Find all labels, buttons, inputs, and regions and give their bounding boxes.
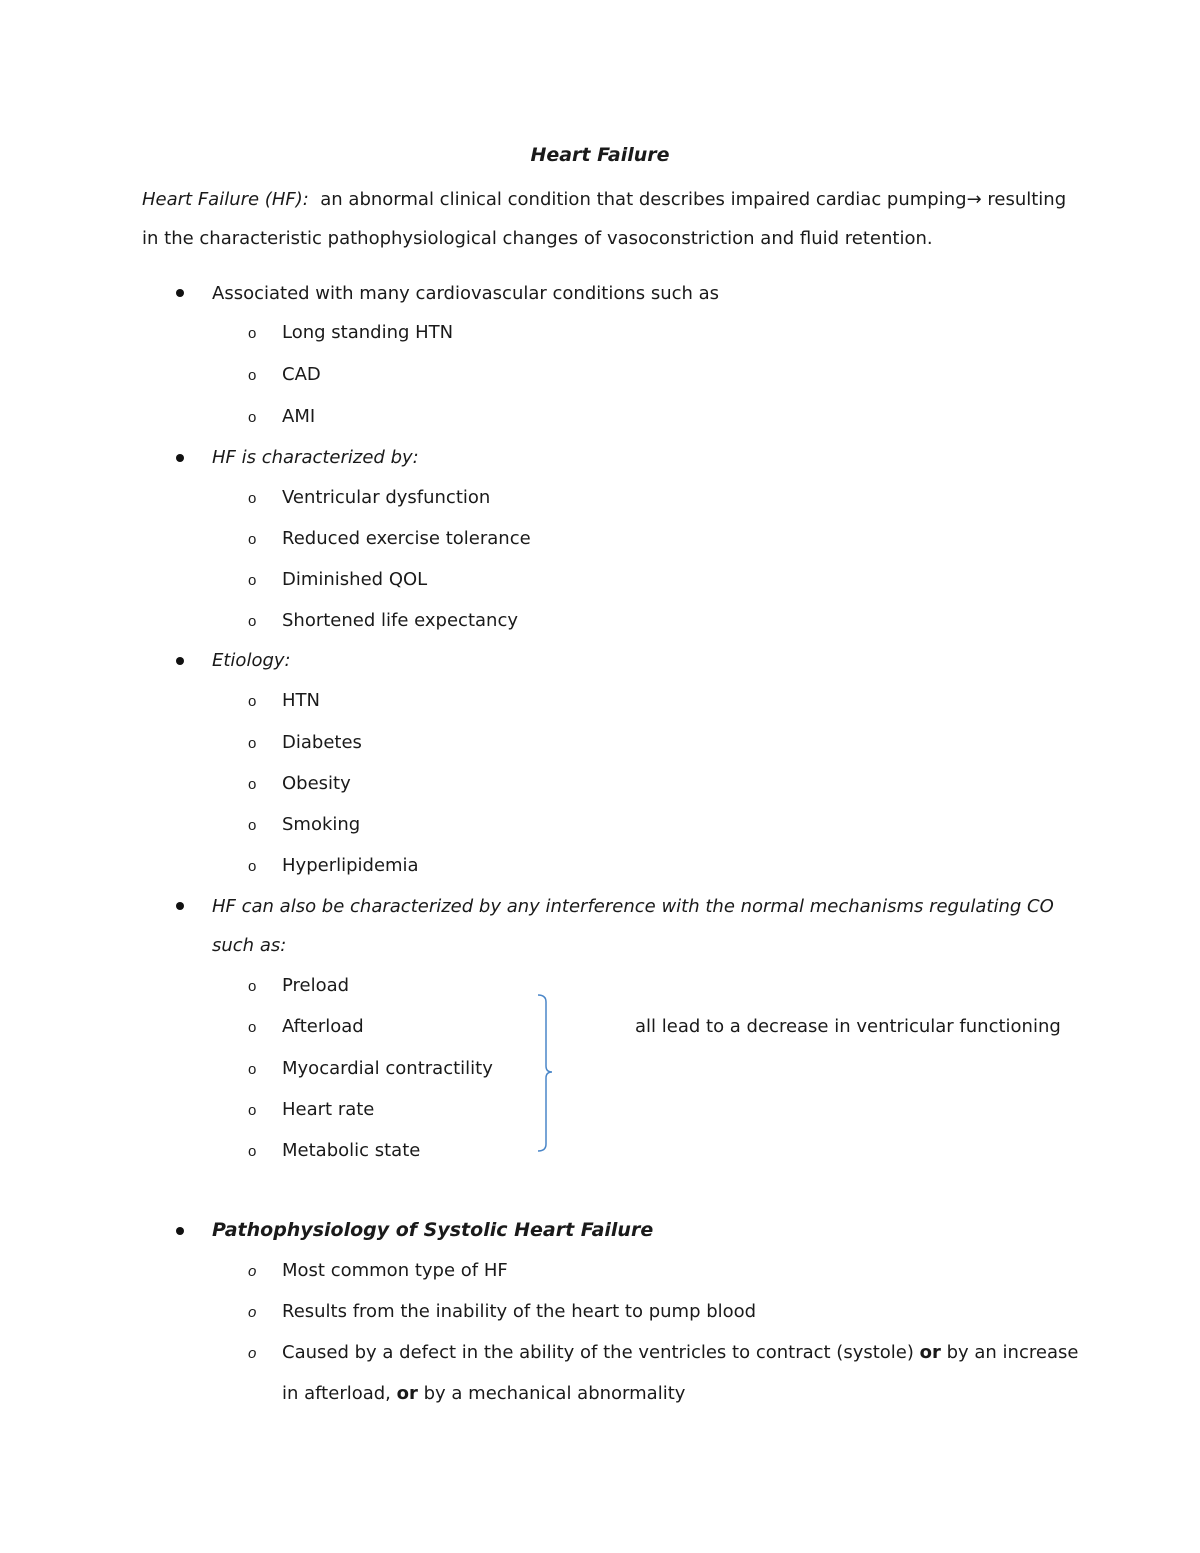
sub-bullet-icon: o <box>248 735 257 752</box>
list-item-continuation <box>282 1382 685 1406</box>
item-text: by a mechanical abnormality <box>417 1383 686 1404</box>
sub-bullet-icon: o <box>248 1345 257 1362</box>
item-text: in afterload, <box>282 1383 397 1404</box>
list-item: Reduced exercise tolerance <box>282 528 531 549</box>
section5-heading: Pathophysiology of Systolic Heart Failure <box>212 1219 654 1241</box>
bullet-icon <box>176 657 184 665</box>
bracket-note: all lead to a decrease in ventricular functioning <box>635 1016 1061 1037</box>
list-item: Metabolic state <box>282 1140 421 1161</box>
sub-bullet-icon: o <box>248 1304 257 1321</box>
sub-bullet-icon: o <box>248 1019 257 1036</box>
section1-heading: Associated with many cardiovascular conditions such as <box>212 283 720 304</box>
sub-bullet-icon: o <box>248 409 257 426</box>
sub-bullet-icon: o <box>248 367 257 384</box>
sub-bullet-icon: o <box>248 1061 257 1078</box>
sub-bullet-icon: o <box>248 1143 257 1160</box>
sub-bullet-icon: o <box>248 325 257 342</box>
list-item: HTN <box>282 690 320 711</box>
list-item <box>282 1341 1078 1365</box>
sub-bullet-icon: o <box>248 978 257 995</box>
item-text: Caused by a defect in the ability of the ventricles to contract (systole) <box>282 1342 920 1363</box>
list-item: Most common type of HF <box>282 1260 508 1281</box>
list-item: CAD <box>282 364 321 385</box>
definition-line-2: in the characteristic pathophysiological changes of vasoconstriction and fluid retention. <box>142 228 933 249</box>
list-item: Preload <box>282 975 350 996</box>
arrow-icon: → <box>966 189 982 210</box>
list-item: Diminished QOL <box>282 569 428 590</box>
bullet-icon <box>176 289 184 297</box>
sub-bullet-icon: o <box>248 1263 257 1280</box>
emphasis-or: or <box>396 1383 418 1404</box>
sub-bullet-icon: o <box>248 817 257 834</box>
definition-text-end: resulting <box>981 189 1067 210</box>
definition-line-1 <box>142 188 1066 212</box>
list-item: Long standing HTN <box>282 322 454 343</box>
sub-bullet-icon: o <box>248 776 257 793</box>
page-title: Heart Failure <box>530 144 670 166</box>
sub-bullet-icon: o <box>248 1102 257 1119</box>
sub-bullet-icon: o <box>248 858 257 875</box>
section4-heading-line-2: such as: <box>212 935 287 956</box>
bullet-icon <box>176 902 184 910</box>
definition-term: Heart Failure (HF): <box>142 189 309 210</box>
section4-heading-line-1: HF can also be characterized by any interference with the normal mechanisms regulating CO <box>212 896 1054 917</box>
section2-heading: HF is characterized by: <box>212 447 419 468</box>
sub-bullet-icon: o <box>248 693 257 710</box>
sub-bullet-icon: o <box>248 572 257 589</box>
list-item: Shortened life expectancy <box>282 610 518 631</box>
item-text: by an increase <box>940 1342 1079 1363</box>
section3-heading: Etiology: <box>212 650 291 671</box>
list-item: Ventricular dysfunction <box>282 487 491 508</box>
list-item: Smoking <box>282 814 361 835</box>
list-item: AMI <box>282 406 316 427</box>
list-item: Afterload <box>282 1016 364 1037</box>
emphasis-or: or <box>919 1342 941 1363</box>
sub-bullet-icon: o <box>248 531 257 548</box>
bullet-icon <box>176 1227 184 1235</box>
right-brace-icon <box>536 994 560 1154</box>
list-item: Results from the inability of the heart to pump blood <box>282 1301 757 1322</box>
sub-bullet-icon: o <box>248 613 257 630</box>
list-item: Hyperlipidemia <box>282 855 419 876</box>
list-item: Diabetes <box>282 732 362 753</box>
list-item: Obesity <box>282 773 351 794</box>
sub-bullet-icon: o <box>248 490 257 507</box>
list-item: Myocardial contractility <box>282 1058 493 1079</box>
bullet-icon <box>176 454 184 462</box>
list-item: Heart rate <box>282 1099 375 1120</box>
definition-text: an abnormal clinical condition that describes impaired cardiac pumping <box>320 189 967 210</box>
